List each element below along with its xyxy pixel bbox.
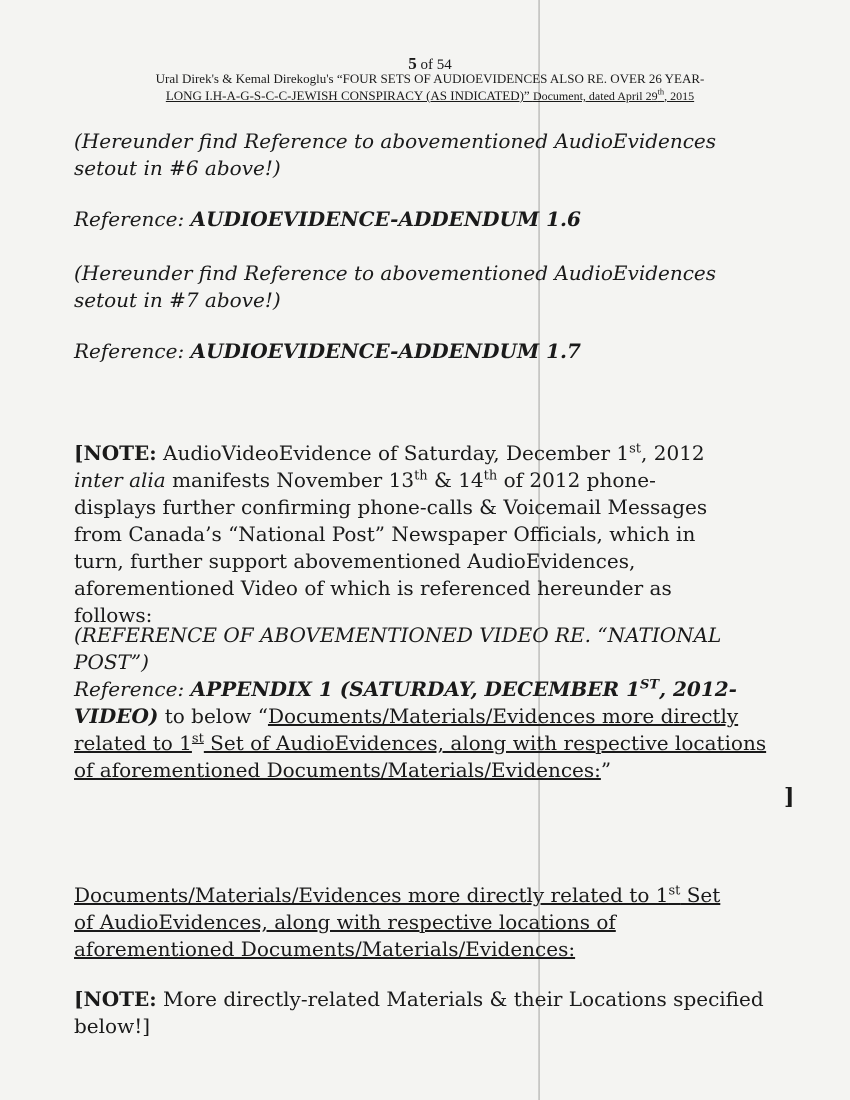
page-number-total: of 54 — [420, 57, 452, 73]
appendix-close-quote: ” — [600, 758, 612, 782]
reference-addendum-1-6 — [74, 206, 794, 233]
header-line-2-end: , 2015 — [664, 89, 695, 103]
note-text: More directly-related Materials & their Locations specified below!] — [74, 987, 764, 1038]
reference-value: AUDIOEVIDENCE-ADDENDUM 1.6 — [190, 207, 581, 231]
section-text-a: Documents/Materials/Evidences more directly related to 1 — [74, 883, 669, 907]
note-sup-3: th — [483, 468, 498, 484]
reference-label: Reference: — [74, 207, 191, 231]
reference-appendix-1 — [74, 676, 789, 784]
header-line-2-doc: Document, dated April 29 — [532, 89, 658, 103]
note-text-d: & 14 — [427, 468, 484, 492]
section-text-b: Set of AudioEvidences, along with respective locations of aforementioned Documents/Materials/Evidences: — [74, 883, 721, 961]
paragraph-reference-6: (Hereunder find Reference to abovementioned AudioEvidences setout in #6 above!) — [74, 129, 717, 180]
note-label: [NOTE: — [74, 987, 157, 1011]
note-text-c: manifests November 13 — [165, 468, 415, 492]
section-heading-documents — [74, 882, 734, 963]
note-sup-1: st — [629, 441, 642, 457]
page-number-value: 5 — [408, 54, 417, 73]
note-paragraph-2 — [74, 986, 794, 1040]
header-line-2-main: LONG I.H-A-G-S-C-C-JEWISH CONSPIRACY (AS INDICATED)” — [165, 88, 533, 103]
note-inter-alia: inter alia — [74, 468, 166, 492]
header-line-2-sup: th — [657, 86, 665, 97]
note-paragraph-1 — [74, 440, 734, 629]
appendix-title-a: APPENDIX 1 (SATURDAY, DECEMBER 1 — [190, 677, 641, 701]
note-text-e: of 2012 phone-displays further confirming phone-calls & Voicemail Messages from Canada’s “National Post” Newspaper Officials, which in turn, further support abovementioned AudioEvidences, aforementioned Video of which is referenced hereunder as follows: — [74, 468, 708, 627]
closing-bracket: ] — [784, 784, 795, 810]
reference-value: AUDIOEVIDENCE-ADDENDUM 1.7 — [190, 339, 581, 363]
reference-label: Reference: — [74, 677, 191, 701]
header-line-2 — [60, 88, 800, 104]
note-label: [NOTE: — [74, 441, 157, 465]
appendix-to: to below “ — [158, 704, 268, 728]
paragraph-reference-7: (Hereunder find Reference to abovementioned AudioEvidences setout in #7 above!) — [74, 261, 717, 312]
appendix-title-b: , 2012-VIDEO) — [74, 677, 737, 728]
appendix-link-sup: st — [191, 731, 204, 747]
reference-label: Reference: — [74, 339, 191, 363]
header-line-1: Ural Direk's & Kemal Direkoglu's “FOUR SETS OF AUDIOEVIDENCES ALSO RE. OVER 26 YEAR- — [155, 71, 705, 86]
note-text-b: , 2012 — [641, 441, 705, 465]
appendix-title-sup: ST — [640, 677, 660, 693]
note-text-a: AudioVideoEvidence of Saturday, December 1 — [156, 441, 630, 465]
video-reference-heading: (REFERENCE OF ABOVEMENTIONED VIDEO RE. “NATIONAL POST”) — [74, 623, 722, 674]
appendix-link-b: Set of AudioEvidences, along with respective locations of aforementioned Documents/Materials/Evidences: — [74, 731, 767, 782]
section-sup: st — [668, 883, 681, 899]
appendix-link-a: Documents/Materials/Evidences more directly related to 1 — [74, 704, 739, 755]
reference-addendum-1-7 — [74, 338, 794, 365]
note-sup-2: th — [414, 468, 428, 484]
